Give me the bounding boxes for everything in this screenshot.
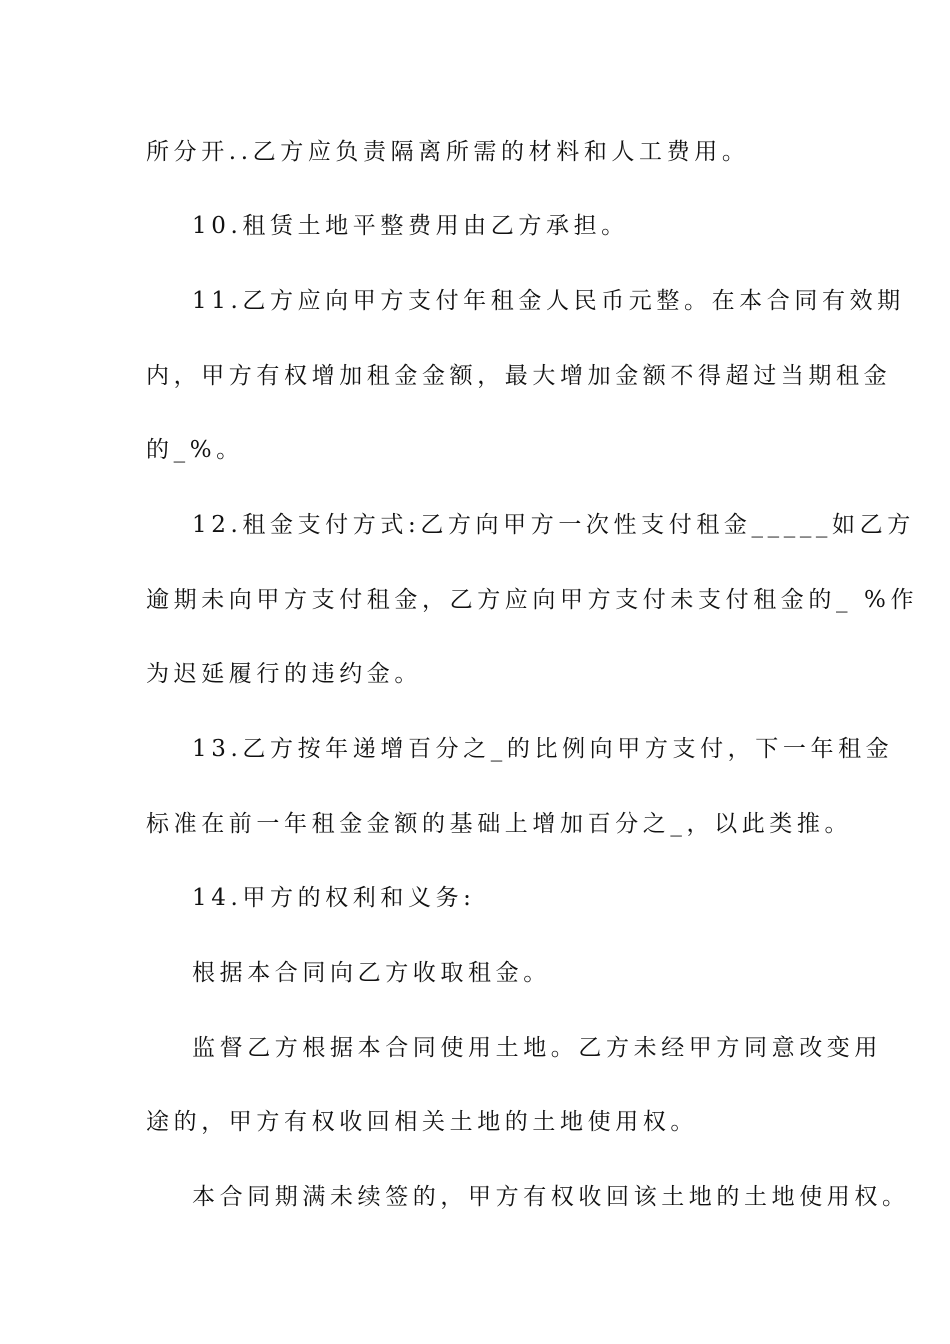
clause-11-line-1: 11.乙方应向甲方支付年租金人民币元整。在本合同有效期 — [192, 288, 905, 314]
clause-13-line-2: 标准在前一年租金金额的基础上增加百分之_，以此类推。 — [146, 811, 853, 837]
clause-11-line-3: 的_%。 — [146, 437, 244, 463]
clause-14-item-2-line-2: 途的，甲方有权收回相关土地的土地使用权。 — [146, 1109, 698, 1135]
clause-14-heading: 14.甲方的权利和义务: — [192, 885, 476, 911]
clause-12-line-1: 12.租金支付方式:乙方向甲方一次性支付租金_____如乙方 — [192, 512, 915, 538]
clause-14-item-1: 根据本合同向乙方收取租金。 — [192, 960, 551, 986]
clause-12-line-2: 逾期未向甲方支付租金，乙方应向甲方支付未支付租金的_ %作 — [146, 587, 919, 613]
clause-12-line-3: 为迟延履行的违约金。 — [146, 661, 422, 687]
clause-10: 10.租赁土地平整费用由乙方承担。 — [192, 213, 629, 239]
text-line-1: 所分开..乙方应负责隔离所需的材料和人工费用。 — [146, 139, 750, 165]
clause-13-line-1: 13.乙方按年递增百分之_的比例向甲方支付，下一年租金 — [192, 736, 894, 762]
clause-11-line-2: 内，甲方有权增加租金金额，最大增加金额不得超过当期租金 — [146, 363, 892, 389]
clause-14-item-2-line-1: 监督乙方根据本合同使用土地。乙方未经甲方同意改变用 — [192, 1035, 882, 1061]
clause-14-item-3: 本合同期满未续签的，甲方有权收回该土地的土地使用权。 — [192, 1184, 910, 1210]
